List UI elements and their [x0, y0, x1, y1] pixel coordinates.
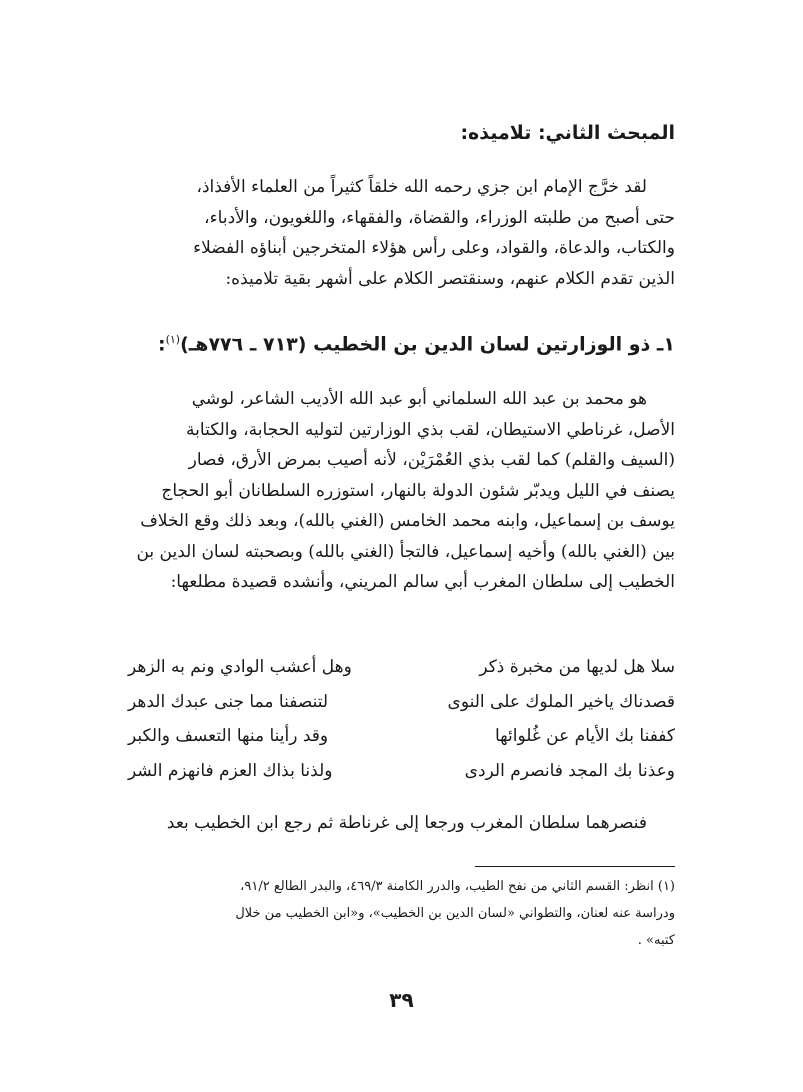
bio-line: الخطيب إلى سلطان المغرب أبي سالم المريني، وأنشده قصيدة مطلعها:: [170, 572, 675, 592]
verse-second-hemistich: لتنصفنا مما جنى عبدك الدهر: [128, 691, 329, 712]
intro-line: والكتاب، والدعاة، والقواد، وعلى رأس هؤلاء المتخرجين أبناؤه الفضلاء: [193, 238, 675, 258]
footnote-line: ودراسة عنه لعنان، والتطواني «لسان الدين بن الخطيب»، و«ابن الخطيب من خلال: [235, 906, 675, 921]
verse-second-hemistich: وقد رأينا منها التعسف والكبر: [128, 726, 329, 746]
intro-line: لقد خرَّج الإمام ابن جزي رحمه الله خلقاً كثيراً من العلماء الأفذاذ،: [196, 177, 647, 197]
poem-verse: [128, 650, 675, 685]
section-heading: المبحث الثاني: تلاميذه:: [460, 122, 675, 144]
poem-verse: [128, 685, 675, 720]
intro-line: الذين تقدم الكلام عنهم، وسنقتصر الكلام على أشهر بقية تلاميذه:: [225, 268, 675, 289]
page-number: ٣٩: [389, 988, 414, 1012]
poem-verse: [128, 719, 675, 754]
verse-second-hemistich: وهل أعشب الوادي ونم به الزهر: [128, 657, 352, 677]
bio-line: يوسف بن إسماعيل، وابنه محمد الخامس (الغني بالله)، وبعد ذلك وقع الخلاف: [140, 511, 675, 531]
student-heading-text: ١ـ ذو الوزارتين لسان الدين بن الخطيب (٧١٣ ـ ٧٧٦هـ): [180, 333, 675, 356]
verse-first-hemistich: سلا هل لديها من مخبرة ذكر: [479, 657, 675, 677]
verse-second-hemistich: ولذنا بذاك العزم فانهزم الشر: [128, 760, 333, 781]
biography-paragraph: [128, 384, 675, 598]
verse-first-hemistich: قصدناك ياخير الملوك على النوى: [447, 691, 675, 712]
footnote-line: (١) انظر: القسم الثاني من نفح الطيب، والدرر الكامنة ٤٦٩/٣، والبدر الطالع ٩١/٢،: [240, 879, 675, 894]
bio-line: هو محمد بن عبد الله السلماني أبو عبد الله الأديب الشاعر، لوشي: [191, 389, 647, 409]
continuation-line: فنصرهما سلطان المغرب ورجعا إلى غرناطة ثم رجع ابن الخطيب بعد: [166, 813, 647, 833]
footnote-divider: [475, 866, 675, 867]
bio-line: الأصل، غرناطي الاستيطان، لقب بذي الوزارتين لتوليه الحجابة، والكتابة: [186, 419, 675, 440]
student-heading-suffix: :: [157, 333, 166, 356]
verse-first-hemistich: كففنا بك الأيام عن غُلوائها: [495, 726, 675, 746]
intro-paragraph: [128, 172, 675, 294]
footnote-line: كتبه» .: [637, 933, 675, 948]
bio-line: بين (الغني بالله) وأخيه إسماعيل، فالتجأ (الغني بالله) وبصحبته لسان الدين بن: [136, 541, 675, 562]
poem: [128, 650, 675, 788]
bio-line: يصنف في الليل ويدبّر شئون الدولة بالنهار، استوزره السلطانان أبو الحجاج: [161, 480, 675, 501]
student-heading: [115, 333, 675, 355]
poem-verse: [128, 754, 675, 789]
bio-line: (السيف والقلم) كما لقب بذي العُمْرَيْن، لأنه أصيب بمرض الأرق، فصار: [188, 450, 675, 470]
verse-first-hemistich: وعذنا بك المجد فانصرم الردى: [464, 760, 675, 781]
intro-line: حتى أصبح من طلبته الوزراء، والقضاة، والفقهاء، واللغويون، والأدباء،: [204, 207, 675, 228]
footnote-ref: (١): [165, 333, 181, 346]
footnotes: [128, 873, 675, 954]
